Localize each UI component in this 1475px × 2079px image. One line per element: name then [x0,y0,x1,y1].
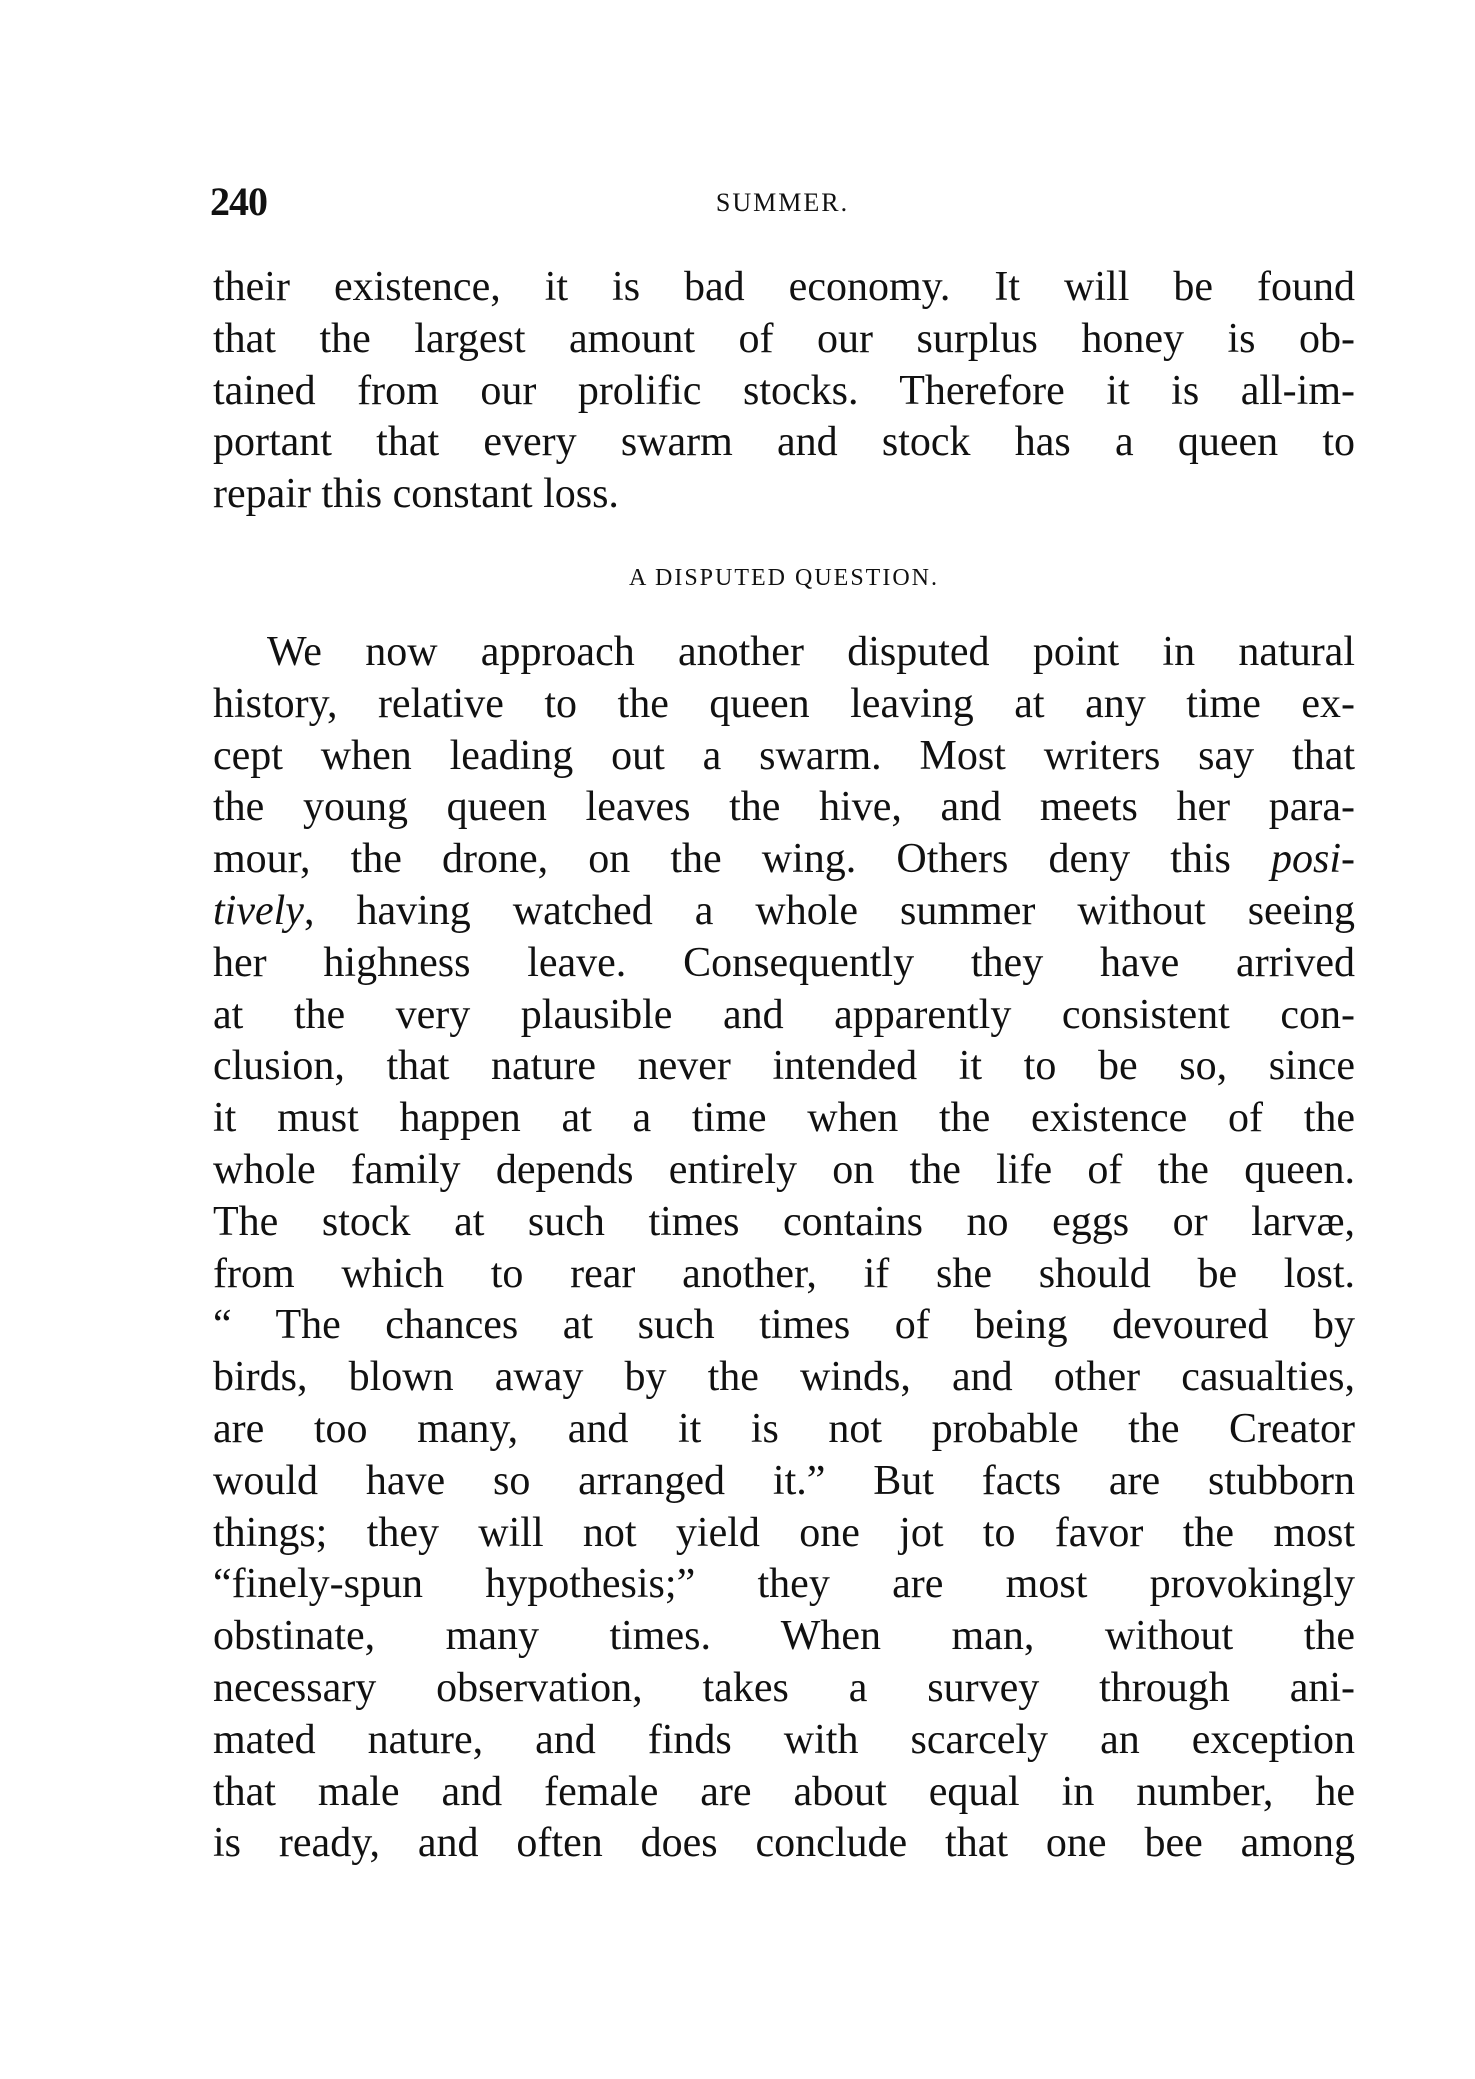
text-line: tained from our prolific stocks. Therefore it is all-im- [213,367,1355,414]
text-line: We now approach another disputed point in natural [267,629,1355,675]
text-line: things; they will not yield one jot to favor the most [213,1509,1355,1556]
text-line: necessary observation, takes a survey through ani- [213,1664,1355,1711]
running-title: SUMMER. [715,188,850,217]
text-line: The stock at such times contains no eggs or larvæ, [213,1198,1355,1245]
text-line: it must happen at a time when the existence of the [213,1095,1355,1142]
text-line: is ready, and often does conclude that one bee among [213,1820,1355,1867]
text-line: “finely-spun hypothesis;” they are most provokingly [213,1561,1355,1608]
page-header [210,178,1355,228]
paragraph-2 [213,627,1355,1870]
text-line: that the largest amount of our surplus honey is ob- [213,315,1355,362]
text-line: repair this constant loss. [213,471,619,518]
text-line: that male and female are about equal in number, he [213,1768,1355,1815]
text-line: the young queen leaves the hive, and meets her para- [213,784,1355,831]
text-line: tively, having watched a whole summer without seeing [213,887,1355,934]
text-line: at the very plausible and apparently consistent con- [213,991,1355,1038]
text-line: cept when leading out a swarm. Most writers say that [213,732,1355,779]
text-line: obstinate, many times. When man, without the [213,1613,1355,1660]
section-heading: A DISPUTED QUESTION. [629,565,939,591]
text-line: her highness leave. Consequently they have arrived [213,939,1355,986]
text-line: are too many, and it is not probable the Creator [213,1405,1355,1452]
text-line: their existence, it is bad economy. It will be found [213,264,1355,310]
text-line: would have so arranged it.” But facts are stubborn [213,1457,1355,1504]
text-line: whole family depends entirely on the life of the queen. [213,1146,1355,1193]
text-line: birds, blown away by the winds, and other casualties, [213,1354,1355,1401]
text-line: mated nature, and finds with scarcely an exception [213,1716,1355,1763]
text-line: portant that every swarm and stock has a queen to [213,419,1355,466]
text-line: clusion, that nature never intended it to be so, since [213,1043,1355,1090]
text-line: history, relative to the queen leaving at any time ex- [213,680,1355,727]
page-number: 240 [210,179,267,224]
text-line: from which to rear another, if she should be lost. [213,1250,1355,1297]
text-line: “ The chances at such times of being devoured by [213,1302,1355,1349]
paragraph-1 [213,262,1355,521]
text-line: mour, the drone, on the wing. Others deny this posi- [213,836,1355,883]
